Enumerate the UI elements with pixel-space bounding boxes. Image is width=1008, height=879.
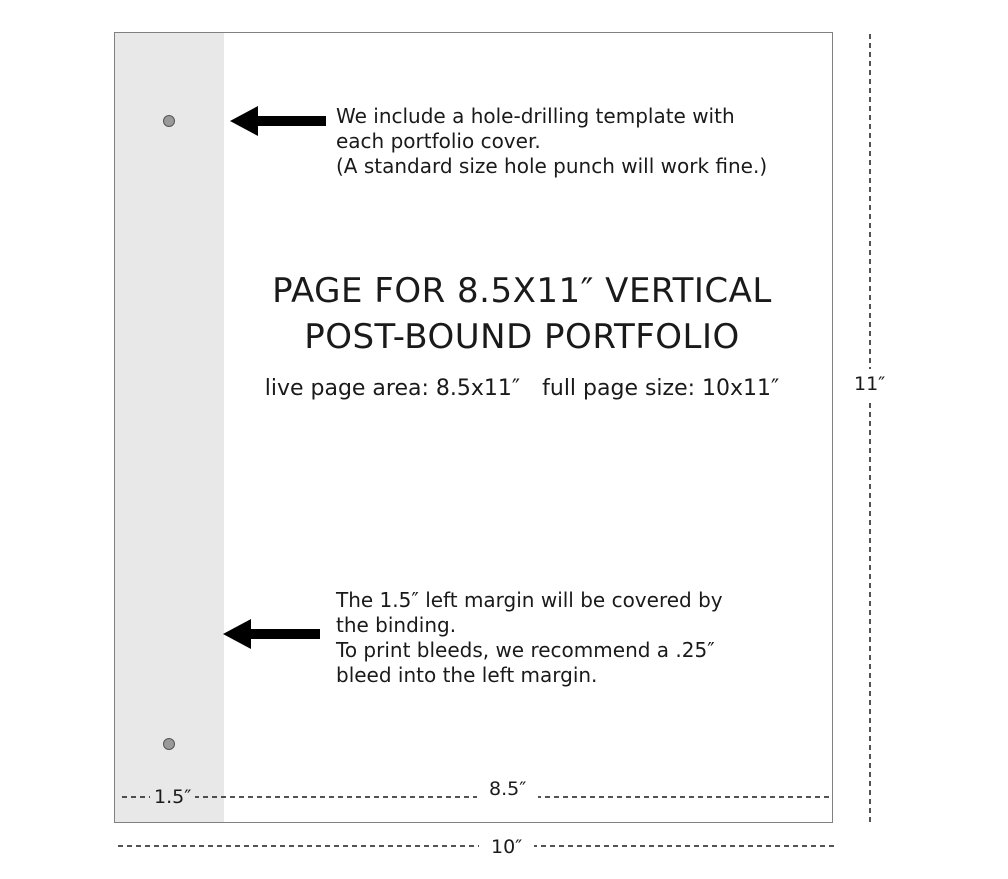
live-width-label: 8.5″ (477, 778, 538, 800)
height-label: 11″ (852, 369, 887, 399)
binding-margin-note-line-2: the binding. (336, 613, 457, 637)
hole-template-note-line-3: (A standard size hole punch will work fine.) (336, 154, 768, 178)
page-title-line-2: POST-BOUND PORTFOLIO (304, 317, 740, 357)
page-size-subtitle (222, 375, 822, 403)
live-area-label: live page area: 8.5x11″ (264, 376, 521, 401)
hole-template-note (336, 104, 767, 179)
binding-margin-note-line-4: bleed into the left margin. (336, 663, 598, 687)
arrow-icon-top (230, 106, 326, 136)
binding-margin-note (336, 588, 723, 688)
margin-width-label: 1.5″ (150, 786, 195, 808)
binding-margin-note-line-1: The 1.5″ left margin will be covered by (336, 588, 723, 612)
hole-template-note-line-1: We include a hole-drilling template with (336, 104, 735, 128)
page-title (222, 268, 822, 360)
page-title-line-1: PAGE FOR 8.5X11″ VERTICAL (272, 271, 772, 311)
total-width-label: 10″ (479, 836, 534, 858)
hole-template-note-line-2: each portfolio cover. (336, 129, 541, 153)
arrow-icon-bottom (223, 619, 320, 649)
full-size-label: full page size: 10x11″ (542, 376, 780, 401)
binding-margin-note-line-3: To print bleeds, we recommend a .25″ (336, 638, 715, 662)
